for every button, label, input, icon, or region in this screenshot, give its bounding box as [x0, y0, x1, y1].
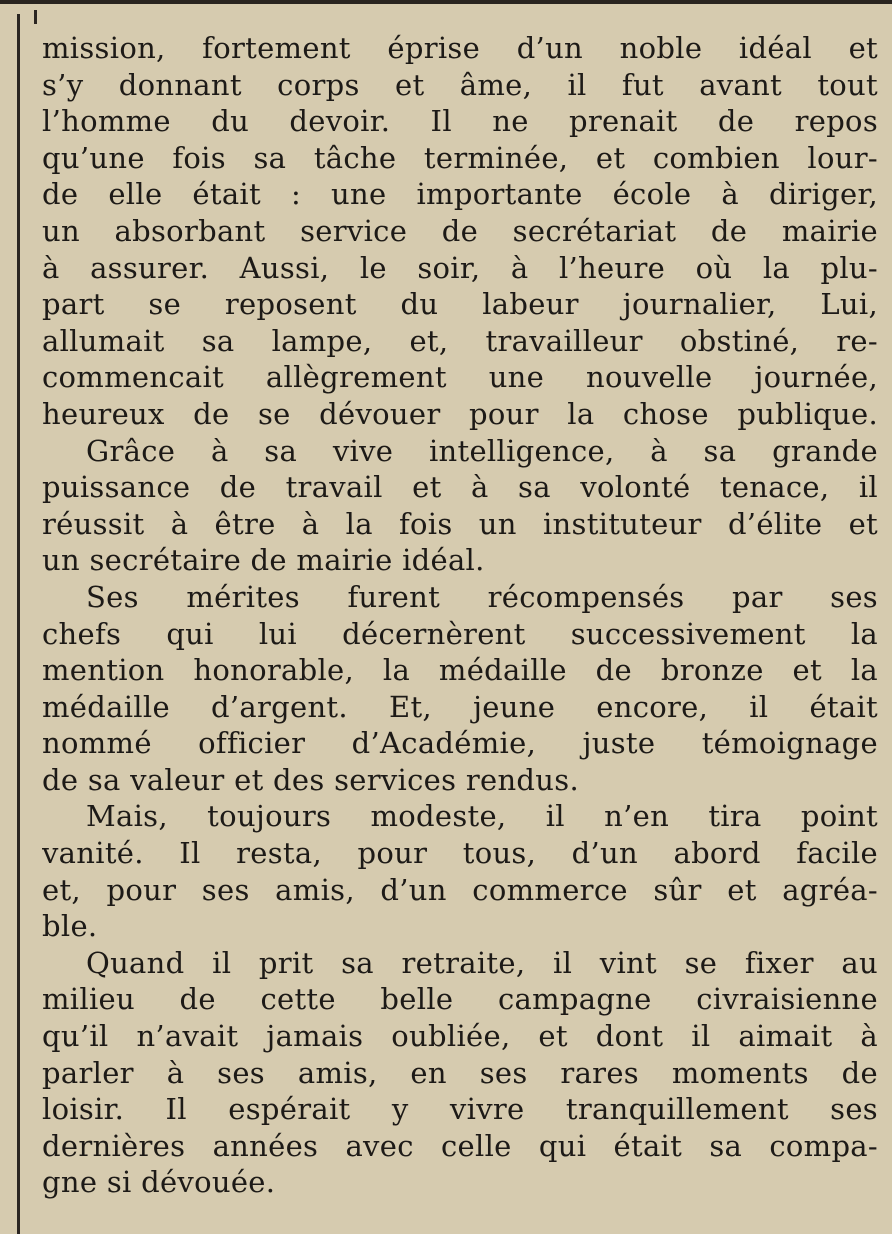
- text-line: vanité. Il resta, pour tous, d’un abord facile: [42, 836, 878, 871]
- text-line: réussit à être à la fois un instituteur d’élite et: [42, 506, 878, 541]
- text-line: mission, fortement éprise d’un noble idéal et: [42, 31, 878, 65]
- text-line: Ses mérites furent récompensés par ses: [86, 579, 878, 614]
- text-line: qu’il n’avait jamais oubliée, et dont il aimait à: [42, 1019, 878, 1054]
- text-line: gne si dévouée.: [42, 1165, 276, 1200]
- text-line: un absorbant service de secrétariat de mairie: [42, 213, 878, 248]
- text-line: médaille d’argent. Et, jeune encore, il était: [42, 689, 878, 724]
- text-line: chefs qui lui décernèrent successivement la: [42, 616, 878, 651]
- text-line: ble.: [42, 909, 98, 944]
- text-line: s’y donnant corps et âme, il fut avant tout: [42, 67, 878, 102]
- text-line: un secrétaire de mairie idéal.: [42, 543, 485, 578]
- text-line: à assurer. Aussi, le soir, à l’heure où la plu-: [42, 250, 878, 285]
- text-line: milieu de cette belle campagne civraisienne: [42, 982, 878, 1017]
- text-line: de elle était : une importante école à diriger,: [42, 177, 878, 212]
- text-line: et, pour ses amis, d’un commerce sûr et agréa-: [42, 872, 878, 907]
- text-line: loisir. Il espérait y vivre tranquillement ses: [42, 1092, 878, 1127]
- text-line: allumait sa lampe, et, travailleur obstiné, re-: [42, 323, 878, 358]
- column-tick-mark: [34, 10, 37, 24]
- text-line: puissance de travail et à sa volonté tenace, il: [42, 470, 878, 505]
- left-column-rule: [17, 14, 20, 1234]
- text-line: parler à ses amis, en ses rares moments de: [42, 1055, 878, 1090]
- text-line: commencait allègrement une nouvelle journée,: [42, 360, 878, 395]
- text-line: l’homme du devoir. Il ne prenait de repos: [42, 104, 878, 139]
- text-line: de sa valeur et des services rendus.: [42, 762, 579, 797]
- text-line: qu’une fois sa tâche terminée, et combien lour-: [42, 140, 878, 175]
- text-line: Mais, toujours modeste, il n’en tira point: [86, 799, 878, 834]
- text-line: heureux de se dévouer pour la chose publique.: [42, 396, 878, 431]
- text-line: nommé officier d’Académie, juste témoignage: [42, 726, 878, 761]
- top-column-rule: [0, 0, 892, 4]
- article-text: [42, 30, 878, 1201]
- text-line: Quand il prit sa retraite, il vint se fixer au: [86, 945, 878, 980]
- text-line: mention honorable, la médaille de bronze et la: [42, 653, 878, 688]
- text-line: part se reposent du labeur journalier, Lui,: [42, 287, 878, 322]
- text-line: dernières années avec celle qui était sa compa-: [42, 1128, 878, 1163]
- text-line: Grâce à sa vive intelligence, à sa grande: [86, 433, 878, 468]
